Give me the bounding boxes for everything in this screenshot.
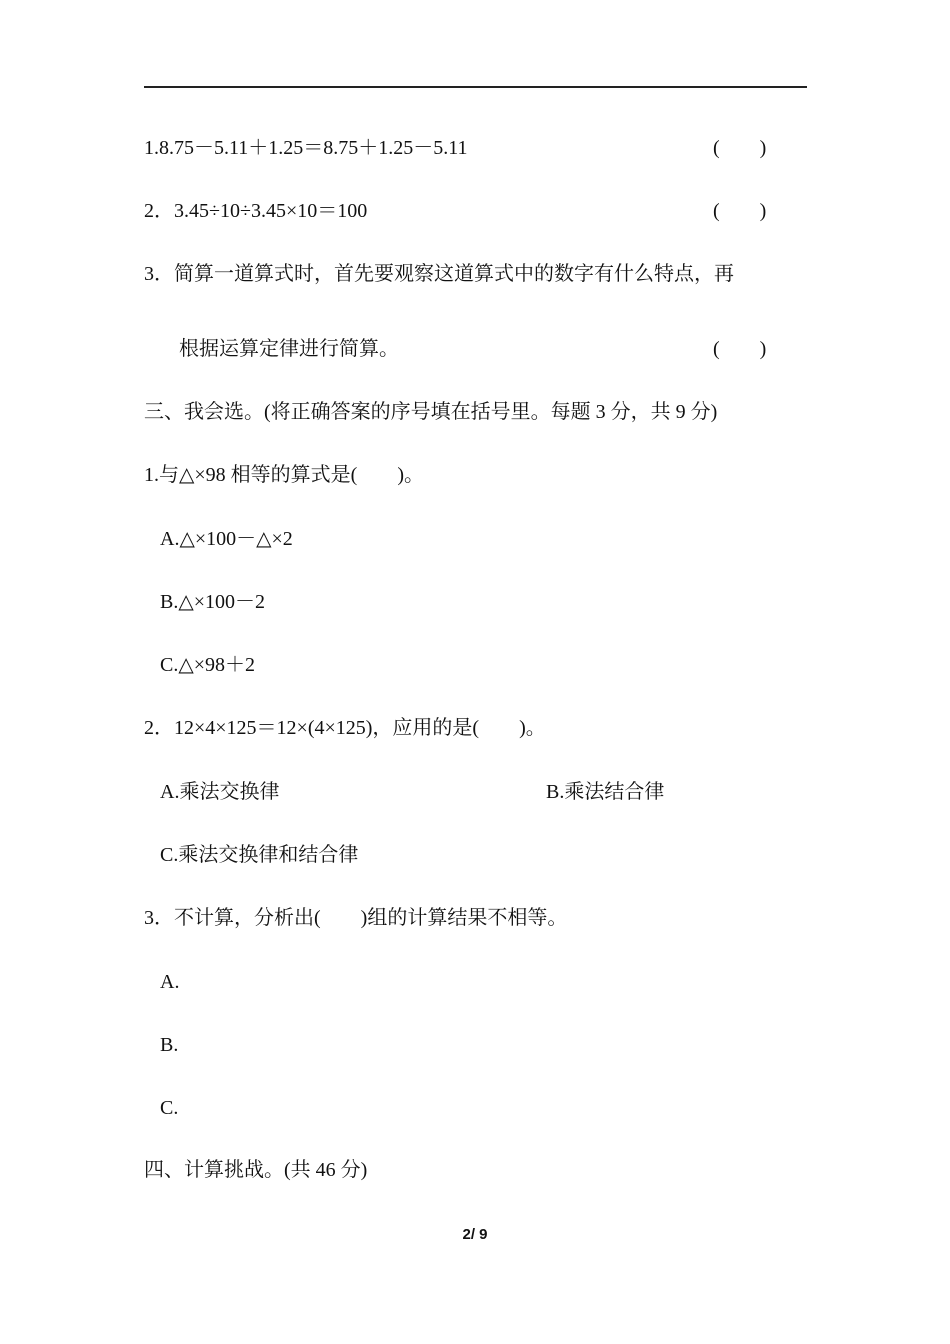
answer-paren-3[interactable]: ( ) [713, 338, 767, 360]
choice-q1-option-a[interactable]: A.△×100－△×2 [160, 528, 293, 550]
page-number: 2/ 9 [462, 1226, 488, 1243]
choice-q1-stem: 1.与△×98 相等的算式是( )。 [144, 464, 424, 486]
choice-q3-stem: 3．不计算，分析出( )组的计算结果不相等。 [144, 907, 568, 929]
choice-q2-option-b[interactable]: B.乘法结合律 [546, 781, 665, 803]
choice-q3-option-a[interactable]: A. [160, 971, 180, 993]
choice-q2-option-c[interactable]: C.乘法交换律和结合律 [160, 844, 359, 866]
section-4-heading: 四、计算挑战。(共 46 分) [144, 1159, 368, 1181]
judge-item-1: 1.8.75－5.11＋1.25＝8.75＋1.25－5.11 [144, 137, 468, 159]
answer-paren-2[interactable]: ( ) [713, 200, 767, 222]
header-rule [144, 86, 807, 88]
section-3-heading: 三、我会选。(将正确答案的序号填在括号里。每题 3 分，共 9 分) [144, 401, 718, 423]
choice-q2-option-a[interactable]: A.乘法交换律 [160, 781, 280, 803]
choice-q3-option-b[interactable]: B. [160, 1034, 179, 1056]
judge-item-2: 2．3.45÷10÷3.45×10＝100 [144, 200, 368, 222]
answer-paren-1[interactable]: ( ) [713, 137, 767, 159]
choice-q1-option-b[interactable]: B.△×100－2 [160, 591, 265, 613]
judge-item-3-continued: 根据运算定律进行简算。 [179, 338, 399, 360]
choice-q1-option-c[interactable]: C.△×98＋2 [160, 654, 255, 676]
choice-q3-option-c[interactable]: C. [160, 1097, 179, 1119]
choice-q2-stem: 2．12×4×125＝12×(4×125)，应用的是( )。 [144, 717, 546, 739]
judge-item-3: 3．简算一道算式时，首先要观察这道算式中的数字有什么特点，再 [144, 263, 734, 285]
